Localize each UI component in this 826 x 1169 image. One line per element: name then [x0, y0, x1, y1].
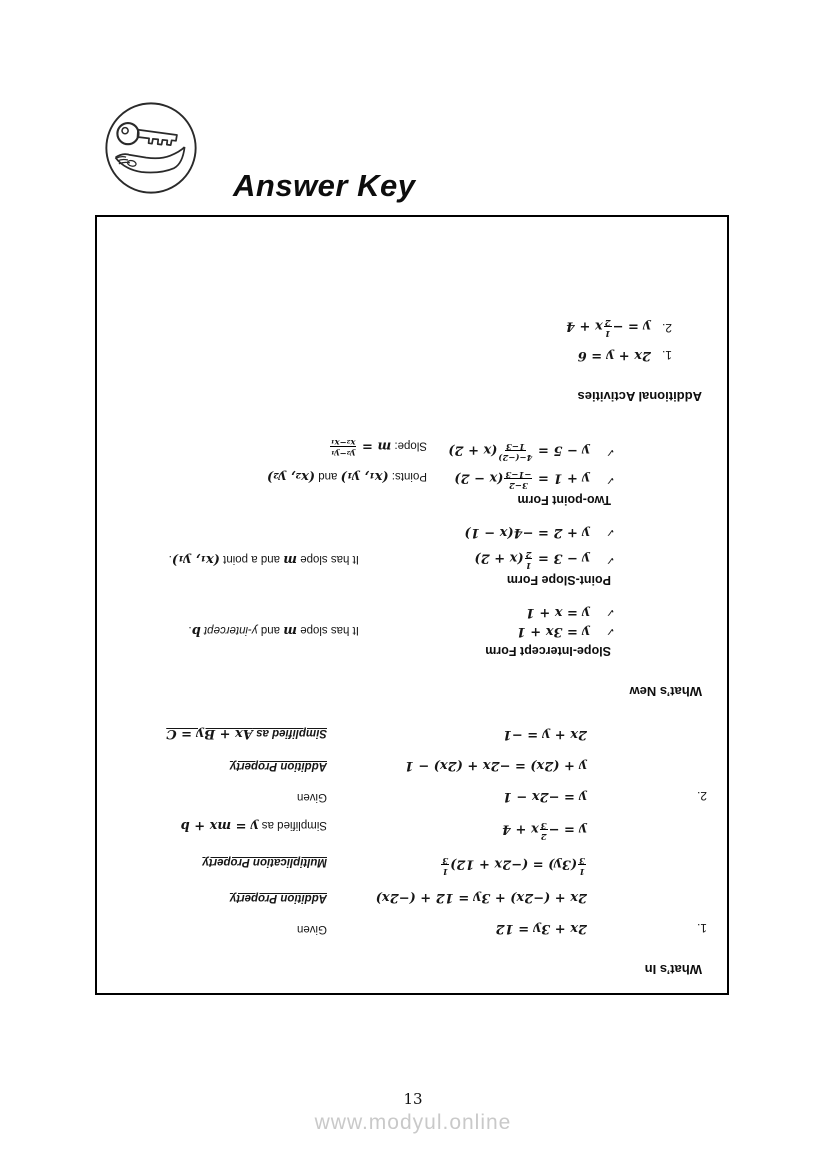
equation-text: Given — [296, 791, 327, 803]
checkmark-icon: ✓ — [605, 474, 615, 486]
check-row — [97, 523, 727, 540]
form-annotation — [267, 469, 427, 484]
watermark: www.modyul.online — [314, 1111, 512, 1134]
form-equation — [475, 547, 590, 568]
form-subsection — [97, 434, 727, 507]
list-equation — [578, 348, 651, 363]
fraction-numerator: 2 — [540, 831, 547, 841]
fraction — [498, 440, 532, 461]
equation-text: y − 5 = — [533, 442, 590, 458]
checkmark-icon: ✓ — [605, 446, 615, 458]
equation-text: Addition Property — [229, 760, 327, 772]
equation-text: y = − — [548, 821, 587, 837]
section-heading: Additional Activities — [577, 389, 702, 404]
form-equation — [448, 439, 590, 460]
checkmark-icon: ✓ — [605, 526, 615, 538]
equation-text: b — [191, 623, 201, 638]
page-number: 13 — [403, 1090, 423, 1108]
equation-text: Simplified as — [258, 819, 327, 831]
page-title: Answer Key — [233, 168, 416, 203]
fraction-denominator: 2 — [525, 549, 532, 560]
form-equation — [517, 624, 590, 639]
check-row — [97, 462, 727, 488]
equation-text: y = −2x − 1 — [502, 789, 587, 804]
check-row — [97, 434, 727, 460]
form-equation — [454, 467, 590, 488]
equation-text: (x − 2) — [454, 470, 504, 486]
step-reason — [297, 923, 327, 935]
step-row — [97, 888, 727, 905]
fraction-numerator: 1 — [442, 866, 449, 876]
equation-text: m = — [357, 438, 392, 454]
equation-text: 2x + y = 6 — [577, 348, 651, 363]
equation-text: y = mx + b — [180, 818, 259, 833]
fraction — [441, 854, 449, 875]
equation-text: Addition Property — [229, 892, 327, 904]
list-equation — [566, 315, 651, 336]
fraction-denominator: 3 — [540, 820, 547, 831]
checkmark-icon: ✓ — [605, 554, 615, 566]
fraction-numerator: 1 — [525, 560, 532, 570]
section-steps — [97, 725, 727, 977]
equation-text: m — [283, 623, 297, 638]
equation-text: Simplified as — [252, 727, 327, 739]
form-equation — [526, 605, 590, 620]
step-equation — [503, 727, 587, 742]
fraction-denominator: 3 — [442, 855, 449, 866]
step-number: 2. — [696, 789, 707, 803]
fraction — [578, 854, 586, 875]
fraction — [540, 819, 548, 840]
fraction-denominator: 2 — [604, 317, 611, 328]
step-row — [97, 787, 727, 804]
step-equation — [503, 789, 587, 804]
answer-key-box — [95, 215, 729, 995]
step-equation — [376, 890, 587, 905]
form-title: Two-point Form — [517, 493, 611, 507]
fraction — [525, 548, 533, 569]
list-row — [97, 345, 727, 363]
equation-text: x + 4 — [501, 821, 539, 837]
form-subsection — [97, 603, 727, 658]
hand-holding-key-icon — [103, 100, 199, 196]
equation-text: It has slope — [296, 624, 359, 636]
form-annotation — [188, 623, 359, 638]
form-title: Slope-Intercept Form — [485, 644, 611, 658]
check-row — [97, 622, 727, 639]
equation-text: and a point — [219, 553, 284, 565]
equation-text: (x₁, y₁) — [171, 552, 220, 567]
equation-text: (x₂, y₂) — [266, 469, 316, 484]
equation-text: (3y) = (−2x + 12) — [450, 856, 578, 872]
step-row — [97, 725, 727, 742]
step-reason — [181, 818, 327, 833]
equation-text: y + 1 = — [533, 470, 590, 486]
equation-text: y + (2x) = −2x + (2x) − 1 — [404, 758, 587, 773]
equation-text: x + 4 — [565, 318, 603, 334]
equation-text: and — [257, 624, 284, 636]
step-number: 1. — [696, 921, 707, 935]
step-row — [97, 919, 727, 936]
equation-text: y = − — [612, 318, 651, 334]
check-row — [97, 603, 727, 620]
form-equation — [465, 525, 590, 540]
equation-text: Multiplication Property — [202, 856, 327, 868]
step-reason — [202, 856, 327, 868]
fraction-denominator: x₂−x₁ — [330, 437, 356, 448]
equation-text: y = x + 1 — [525, 605, 590, 620]
equation-text: . — [188, 624, 192, 636]
equation-text: It has slope — [296, 553, 359, 565]
equation-text: 2x + 3y = 12 — [495, 921, 587, 936]
equation-text: (x + 2) — [448, 442, 498, 458]
step-equation — [440, 853, 587, 874]
equation-text: Slope: — [391, 439, 427, 452]
step-row — [97, 756, 727, 773]
step-reason — [297, 791, 327, 803]
step-equation — [496, 921, 587, 936]
step-equation — [405, 758, 587, 773]
section-heading: What’s In — [644, 962, 702, 977]
equation-text: (x₁, y₁) — [340, 469, 389, 484]
equation-text: y − 3 = — [533, 550, 590, 566]
form-annotation — [329, 435, 427, 456]
form-subsection — [97, 523, 727, 587]
step-row — [97, 849, 727, 874]
fraction-numerator: 3−2 — [508, 480, 528, 490]
fraction-denominator: 1−3 — [505, 441, 525, 452]
equation-text: 2x + y = −1 — [502, 727, 587, 742]
step-reason — [230, 760, 327, 772]
equation-text: y-intercept — [200, 624, 258, 636]
equation-text: y = 3x + 1 — [516, 624, 590, 639]
list-number: 2. — [661, 321, 672, 335]
section-heading: What’s New — [629, 684, 702, 699]
step-row — [97, 814, 727, 839]
fraction — [604, 316, 612, 337]
checkmark-icon: ✓ — [605, 606, 615, 618]
equation-text: Points: — [388, 470, 427, 482]
form-title: Point-Slope Form — [506, 573, 611, 587]
fraction-numerator: 4−(−2) — [498, 452, 533, 462]
equation-text: y + 2 = −4(x − 1) — [464, 525, 590, 540]
section-list — [97, 311, 727, 404]
check-row — [97, 542, 727, 568]
list-row — [97, 311, 727, 336]
fraction-denominator: 3 — [579, 855, 585, 866]
equation-text: . — [168, 553, 172, 565]
checkmark-icon: ✓ — [605, 625, 615, 637]
fraction — [330, 436, 357, 457]
fraction — [504, 468, 532, 489]
fraction-numerator: y₂−y₁ — [330, 448, 356, 458]
fraction-numerator: 1 — [579, 866, 585, 876]
fraction-numerator: 1 — [604, 328, 611, 338]
equation-text: 2x + (−2x) + 3y = 12 + (−2x) — [375, 890, 587, 905]
equation-text: m — [283, 552, 297, 567]
list-number: 1. — [661, 348, 672, 362]
equation-text: and — [315, 470, 341, 482]
step-equation — [502, 818, 587, 839]
step-reason — [230, 892, 327, 904]
equation-text: Ax + By = C — [166, 726, 253, 741]
equation-text: Given — [296, 923, 327, 935]
equation-text: (x + 2) — [474, 550, 524, 566]
fraction-denominator: −1−3 — [505, 469, 532, 480]
step-reason — [166, 726, 327, 741]
form-annotation — [169, 552, 359, 567]
section-forms — [97, 434, 727, 699]
rotated-answer-content — [97, 217, 727, 993]
